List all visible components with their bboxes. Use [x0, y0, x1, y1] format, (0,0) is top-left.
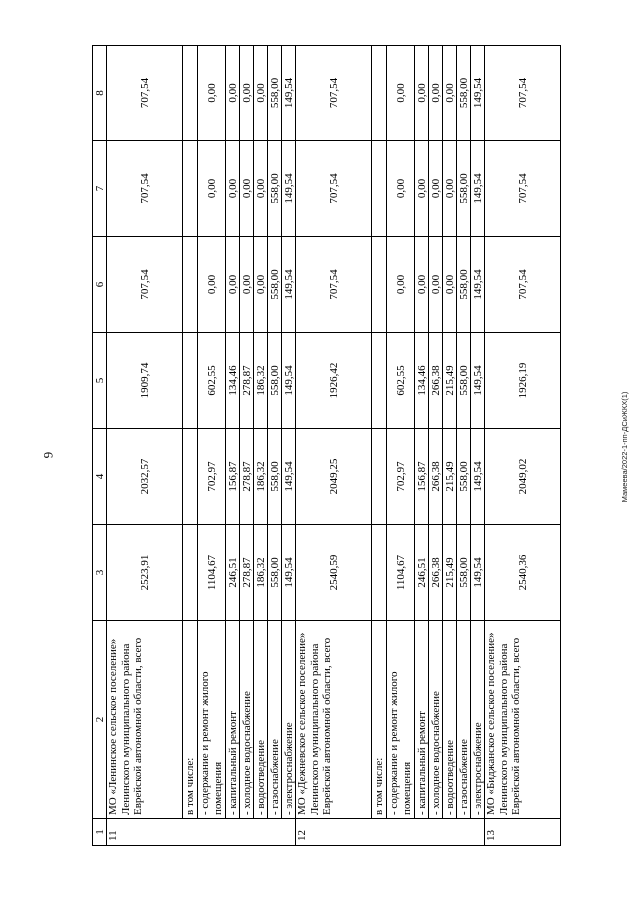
value-cell: 602,55: [198, 333, 226, 429]
row-index: 12: [296, 819, 485, 846]
value-cell: 558,00: [268, 46, 282, 141]
value-cell: 707,54: [485, 46, 561, 141]
service-name: - содержание и ремонт жилого помещения: [198, 621, 226, 819]
header-cell: 6: [93, 237, 107, 333]
value-cell: 702,97: [198, 429, 226, 525]
value-cell: 707,54: [485, 237, 561, 333]
table-row: [254, 46, 268, 846]
value-cell: 0,00: [226, 141, 240, 237]
value-cell: 2049,25: [296, 429, 372, 525]
header-cell: 5: [93, 333, 107, 429]
value-cell: 0,00: [387, 46, 415, 141]
table-viewport: [92, 46, 529, 846]
value-cell: 215,49: [443, 333, 457, 429]
value-cell: 149,54: [282, 141, 296, 237]
service-name: - водоотведение: [443, 621, 457, 819]
header-cell: 2: [93, 621, 107, 819]
value-cell: 149,54: [282, 46, 296, 141]
value-cell: 707,54: [296, 237, 372, 333]
value-cell: 558,00: [268, 333, 282, 429]
value-cell: 0,00: [240, 46, 254, 141]
service-name: - капитальный ремонт: [226, 621, 240, 819]
value-cell: 149,54: [282, 429, 296, 525]
value-cell: 1104,67: [198, 525, 226, 621]
value-cell: 2540,36: [485, 525, 561, 621]
value-cell: 0,00: [226, 237, 240, 333]
table-row: [372, 46, 387, 846]
value-cell: 0,00: [429, 141, 443, 237]
value-cell: 707,54: [107, 237, 183, 333]
table-row: [429, 46, 443, 846]
value-cell: 0,00: [429, 237, 443, 333]
table-row: [107, 46, 183, 846]
table-row: [226, 46, 240, 846]
value-cell: 266,38: [429, 429, 443, 525]
value-cell: 2523,91: [107, 525, 183, 621]
value-cell: 278,87: [240, 429, 254, 525]
value-cell: 602,55: [387, 333, 415, 429]
including-label: в том числе:: [183, 621, 198, 819]
table-row: [282, 46, 296, 846]
value-cell: 0,00: [198, 141, 226, 237]
value-cell: 707,54: [107, 46, 183, 141]
value-cell: 558,00: [457, 46, 471, 141]
table-wrapper: [92, 46, 529, 846]
table-row: [471, 46, 485, 846]
header-cell: 1: [93, 819, 107, 846]
municipality-name: МО «Биджанское сельское поселение» Ленинского муниципального района Еврейской автономной области, всего: [485, 621, 561, 819]
value-cell: 707,54: [107, 141, 183, 237]
service-name: - капитальный ремонт: [415, 621, 429, 819]
service-name: - электроснабжение: [471, 621, 485, 819]
service-name: - электроснабжение: [282, 621, 296, 819]
value-cell: 0,00: [240, 237, 254, 333]
service-name: - холодное водоснабжение: [240, 621, 254, 819]
value-cell: 558,00: [457, 141, 471, 237]
value-cell: 707,54: [485, 141, 561, 237]
page-number: 6: [41, 451, 56, 459]
value-cell: 707,54: [296, 141, 372, 237]
value-cell: 702,97: [387, 429, 415, 525]
value-cell: 149,54: [471, 333, 485, 429]
value-cell: 246,51: [226, 525, 240, 621]
value-cell: 246,51: [415, 525, 429, 621]
table-row: [240, 46, 254, 846]
value-cell: 186,32: [254, 333, 268, 429]
service-name: - содержание и ремонт жилого помещения: [387, 621, 415, 819]
value-cell: 558,00: [268, 237, 282, 333]
table-row: [183, 46, 198, 846]
value-cell: 0,00: [240, 141, 254, 237]
municipality-name: МО «Дежневское сельское поселение» Ленинского муниципального района Еврейской автономной области, всего: [296, 621, 372, 819]
value-cell: 2540,59: [296, 525, 372, 621]
document-code: Мамеева/2022-1-пп-ДСиЖКХ(1): [620, 391, 629, 503]
value-cell: 558,00: [457, 237, 471, 333]
value-cell: 266,38: [429, 333, 443, 429]
value-cell: 0,00: [415, 237, 429, 333]
value-cell: 0,00: [198, 46, 226, 141]
row-index: 11: [107, 819, 296, 846]
table-row: [387, 46, 415, 846]
value-cell: 0,00: [254, 46, 268, 141]
value-cell: 0,00: [443, 46, 457, 141]
value-cell: 558,00: [457, 333, 471, 429]
value-cell: 149,54: [282, 525, 296, 621]
service-name: - газоснабжение: [268, 621, 282, 819]
value-cell: 278,87: [240, 525, 254, 621]
municipality-name: МО «Ленинское сельское поселение» Ленинского муниципального района Еврейской автономной области, всего: [107, 621, 183, 819]
value-cell: 149,54: [282, 333, 296, 429]
value-cell: 134,46: [415, 333, 429, 429]
value-cell: 558,00: [268, 525, 282, 621]
service-name: - водоотведение: [254, 621, 268, 819]
value-cell: 558,00: [268, 141, 282, 237]
value-cell: 1909,74: [107, 333, 183, 429]
value-cell: 0,00: [254, 141, 268, 237]
table-row: [443, 46, 457, 846]
header-cell: 8: [93, 46, 107, 141]
value-cell: 558,00: [457, 429, 471, 525]
value-cell: 149,54: [471, 237, 485, 333]
tariff-table: [92, 45, 561, 846]
value-cell: 558,00: [457, 525, 471, 621]
value-cell: 0,00: [443, 237, 457, 333]
table-row: [415, 46, 429, 846]
value-cell: 186,32: [254, 525, 268, 621]
value-cell: 0,00: [415, 46, 429, 141]
value-cell: 278,87: [240, 333, 254, 429]
value-cell: 149,54: [471, 46, 485, 141]
value-cell: 0,00: [443, 141, 457, 237]
value-cell: 266,38: [429, 525, 443, 621]
value-cell: 2032,57: [107, 429, 183, 525]
value-cell: 0,00: [254, 237, 268, 333]
value-cell: 0,00: [198, 237, 226, 333]
table-row: [485, 46, 561, 846]
value-cell: 707,54: [296, 46, 372, 141]
value-cell: 215,49: [443, 429, 457, 525]
value-cell: 2049,02: [485, 429, 561, 525]
value-cell: 558,00: [268, 429, 282, 525]
value-cell: 0,00: [387, 141, 415, 237]
value-cell: 186,32: [254, 429, 268, 525]
table-row: [457, 46, 471, 846]
value-cell: 0,00: [415, 141, 429, 237]
row-index: 13: [485, 819, 561, 846]
value-cell: 1926,19: [485, 333, 561, 429]
value-cell: 215,49: [443, 525, 457, 621]
service-name: - газоснабжение: [457, 621, 471, 819]
header-cell: 4: [93, 429, 107, 525]
header-row: [93, 46, 107, 846]
value-cell: 134,46: [226, 333, 240, 429]
service-name: - холодное водоснабжение: [429, 621, 443, 819]
value-cell: 1104,67: [387, 525, 415, 621]
table-row: [296, 46, 372, 846]
value-cell: 149,54: [471, 429, 485, 525]
table-row: [198, 46, 226, 846]
header-cell: 7: [93, 141, 107, 237]
including-label: в том числе:: [372, 621, 387, 819]
value-cell: 0,00: [226, 46, 240, 141]
header-cell: 3: [93, 525, 107, 621]
value-cell: 1926,42: [296, 333, 372, 429]
value-cell: 0,00: [387, 237, 415, 333]
value-cell: 0,00: [429, 46, 443, 141]
value-cell: 149,54: [471, 141, 485, 237]
value-cell: 156,87: [226, 429, 240, 525]
value-cell: 156,87: [415, 429, 429, 525]
value-cell: 149,54: [471, 525, 485, 621]
value-cell: 149,54: [282, 237, 296, 333]
table-row: [268, 46, 282, 846]
